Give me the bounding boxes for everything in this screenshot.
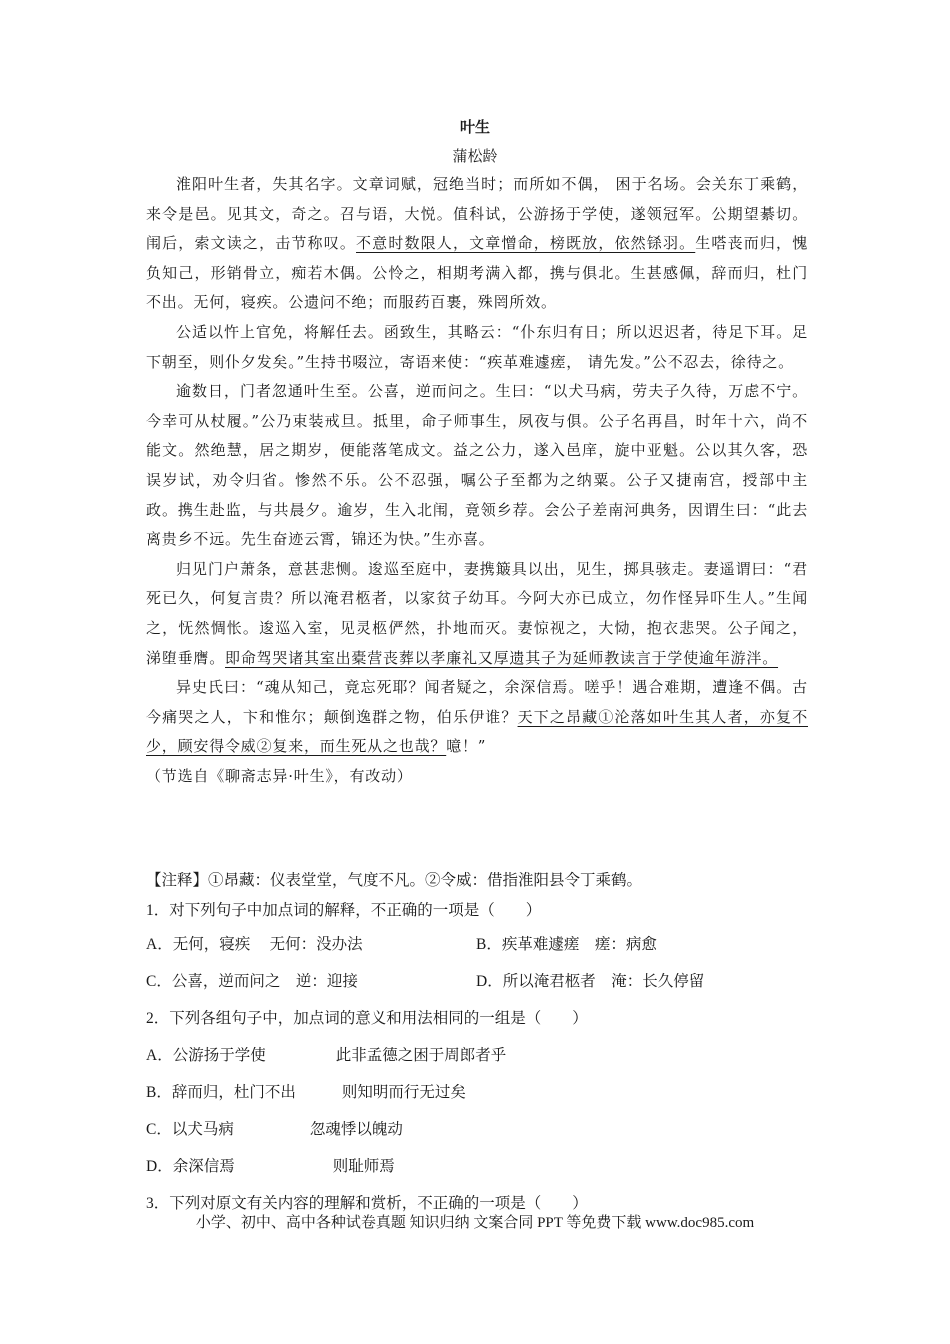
- question-1-option-a[interactable]: A．无何，寝疾 无何：没办法: [146, 936, 363, 953]
- annotation-note: 【注释】①昂藏：仪表堂堂，气度不凡。②令威：借指淮阳县令丁乘鹤。: [146, 872, 643, 889]
- question-2-option-c[interactable]: [146, 1111, 826, 1148]
- paragraph-4-text-a: 归见门户萧条，意甚悲恻。逡巡至庭中，妻携簸具以出，见生，掷具骇走。妻遥谓曰：“君死已久，何复言贵？所以淹君柩者，以家贫子幼耳。今阿大亦已成立，勿作怪异吓生人。”生闻之，怃然惆怅。逡巡入室，见灵柩俨然，扑地而灭。妻惊视之，大恸，抱衣悲哭。公子闻之，涕堕垂膺。: [146, 559, 808, 667]
- question-3: 3．下列对原文有关内容的理解和赏析，不正确的一项是（ ）: [146, 1195, 588, 1212]
- question-1-option-c[interactable]: C．公喜，逆而问之 逆：迎接: [146, 973, 358, 990]
- paragraph-2: 公适以忤上官免，将解任去。函致生，其略云：“仆东归有日；所以迟迟者，待足下耳。足下朝至，则仆夕发矣。”生持书啜泣，寄语来使：“疾革难遽瘥， 请先发。”公不忍去，徐待之。: [146, 322, 808, 371]
- article-title: 叶生: [459, 118, 490, 136]
- option-a-right: 此非孟德之困于周郎者乎: [335, 1047, 507, 1064]
- question-2-option-d[interactable]: [146, 1148, 826, 1185]
- option-a-left: A．公游扬于学使: [146, 1047, 266, 1064]
- option-b-left: B．辞而归，杜门不出: [146, 1084, 296, 1101]
- paragraph-1-text-b: 生嗒丧而归，愧负知己，形销骨立，痴若木偶。公怜之，相期考满入都，携与俱北。生甚感佩，辞而归，杜门不出。无何，寝疾。公遗问不绝；而服药百裹，殊罔所效。: [146, 234, 808, 312]
- source-note: （节选自《聊斋志异·叶生》，有改动）: [146, 766, 413, 785]
- paragraph-5-text-a: 异史氏曰：“魂从知己，竟忘死耶？闻者疑之，余深信焉。嗟乎！遇合难期，遭逢不偶。古今痛哭之人，卞和惟尔；颠倒逸群之物，伯乐伊谁？: [146, 678, 808, 726]
- question-2-option-b[interactable]: [146, 1074, 826, 1111]
- option-b-right: 则知明而行无过矣: [341, 1084, 466, 1101]
- question-1-options-row-2: [146, 963, 826, 1000]
- article-body: [146, 170, 808, 791]
- page-footer: 小学、初中、高中各种试卷真题 知识归纳 文案合同 PPT 等免费下载 www.doc985.com: [195, 1215, 755, 1231]
- option-d-right: 则耻师焉: [332, 1158, 395, 1175]
- question-1-options-row-1: [146, 926, 826, 963]
- question-2-option-a[interactable]: [146, 1037, 826, 1074]
- option-c-left: C．以犬马病: [146, 1121, 234, 1138]
- paragraph-1: [146, 170, 808, 318]
- paragraph-4: [146, 555, 808, 673]
- underlined-sentence-3: 天下之昂藏①沦落如叶生其人者，亦复不少，顾安得令威②复来，而生死从之也哉？: [146, 707, 808, 756]
- article-author: 蒲松龄: [452, 147, 498, 165]
- paragraph-5: [146, 673, 808, 762]
- question-1: 1．对下列句子中加点词的解释，不正确的一项是（ ）: [146, 902, 542, 919]
- question-2: 2．下列各组句子中，加点词的意义和用法相同的一组是（ ）: [146, 1010, 588, 1027]
- questions-section: [146, 866, 826, 1222]
- underlined-sentence-2: 即命驾哭诸其室出橐营丧葬以孝廉礼又厚遗其子为延师教读言于学使逾年游泮。: [225, 648, 779, 667]
- option-c-right: 忽魂悸以魄动: [309, 1121, 403, 1138]
- paragraph-3: 逾数日，门者忽通叶生至。公喜，逆而问之。生曰：“以犬马病，劳夫子久待，万虑不宁。今幸可从杖履。”公乃束装戒旦。抵里，命子师事生，夙夜与俱。公子名再昌，时年十六，尚不能文。然绝慧，居之期岁，便能落笔成文。益之公力，遂入邑庠，旋中亚魁。公以其久客，恐误岁试，劝令归省。惨然不乐。公不忍强，嘱公子至都为之纳粟。公子又捷南宫，授部中主政。携生赴监，与共晨夕。逾岁，生入北闱，竟领乡荐。会公子差南河典务，因谓生曰：“此去离贵乡不远。先生奋迹云霄，锦还为快。”生亦喜。: [146, 382, 808, 549]
- question-1-option-b[interactable]: B．疾革难遽瘥 瘥：病愈: [476, 936, 657, 953]
- paragraph-5-text-b: 噫！”: [446, 737, 487, 756]
- option-d-left: D．余深信焉: [146, 1158, 235, 1175]
- underlined-sentence-1: 不意时数限人，文章憎命，榜既放，依然铩羽。: [356, 234, 696, 253]
- paragraph-1-text-a: 淮阳叶生者，失其名字。文章词赋，冠绝当时；而所如不偶， 困于名场。会关东丁乘鹤，来令是邑。见其文，奇之。召与语，大悦。值科试，公游扬于学使，遂领冠军。公期望綦切。闱后，索文读之，击节称叹。: [146, 175, 808, 253]
- question-1-option-d[interactable]: D．所以淹君柩者 淹：长久停留: [476, 973, 705, 990]
